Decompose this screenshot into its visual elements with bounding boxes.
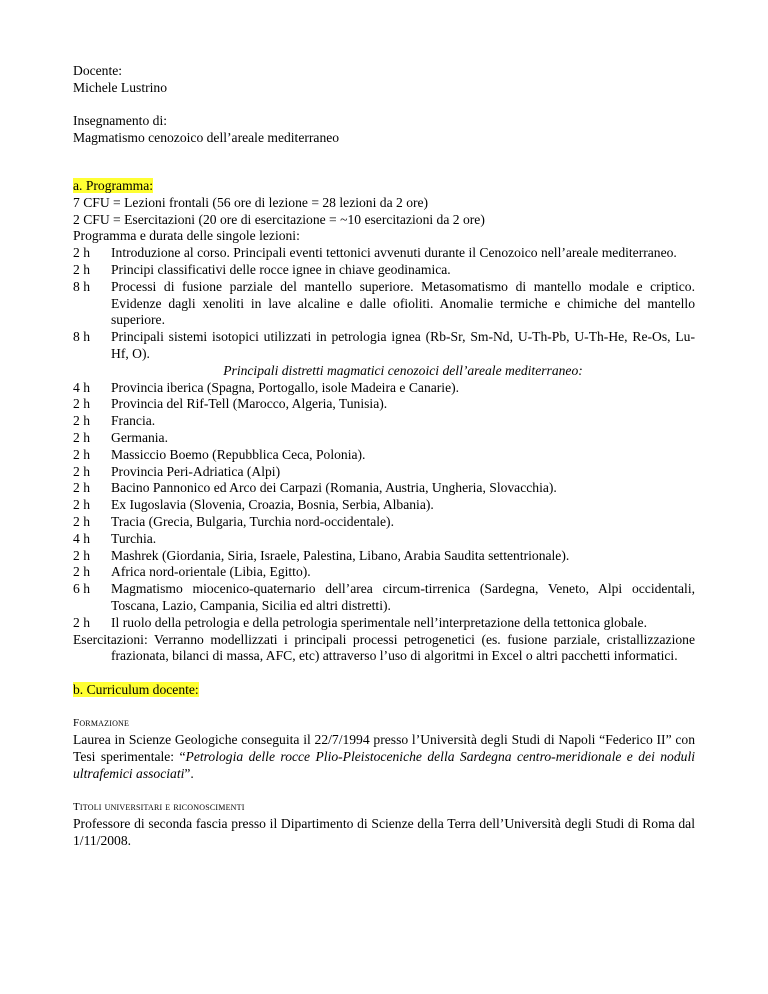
- lesson-hours: 2 h: [73, 261, 90, 277]
- docente-name: Michele Lustrino: [73, 79, 168, 95]
- lesson-text: Mashrek (Giordania, Siria, Israele, Palestina, Libano, Arabia Saudita settentrionale).: [111, 547, 570, 563]
- lesson-hours: 2 h: [73, 547, 90, 563]
- lesson-text: Magmatismo miocenico-quaternario dell’area circum-tirrenica (Sardegna, Veneto, Alpi occidentali, Toscana, Lazio, Campania, Sicilia ed altri distretti).: [111, 581, 695, 613]
- lesson-text: Ex Iugoslavia (Slovenia, Croazia, Bosnia, Serbia, Albania).: [111, 497, 434, 513]
- insegnamento-title: Magmatismo cenozoico dell’areale mediterraneo: [73, 130, 340, 146]
- lesson-row: [73, 396, 695, 413]
- cfu-line: 7 CFU = Lezioni frontali (56 ore di lezione = 28 lezioni da 2 ore): [73, 194, 429, 210]
- lesson-hours: 8 h: [73, 329, 90, 345]
- lesson-hours: 2 h: [73, 429, 90, 445]
- lesson-text: Massiccio Boemo (Repubblica Ceca, Polonia).: [111, 446, 366, 462]
- lesson-hours: 2 h: [73, 614, 90, 630]
- lessons-list: [73, 245, 695, 363]
- cfu-line: 2 CFU = Esercitazioni (20 ore di esercitazione = ~10 esercitazioni da 2 ore): [73, 211, 485, 227]
- cfu-line: Programma e durata delle singole lezioni:: [73, 228, 300, 244]
- lesson-row: [73, 581, 695, 615]
- lesson-row: [73, 464, 695, 481]
- lesson-row: [73, 262, 695, 279]
- lesson-row: [73, 279, 695, 329]
- lesson-hours: 2 h: [73, 513, 90, 529]
- lesson-row: [73, 497, 695, 514]
- lesson-row: [73, 531, 695, 548]
- lesson-row: [73, 564, 695, 581]
- lesson-hours: 8 h: [73, 278, 90, 294]
- lesson-hours: 2 h: [73, 497, 90, 513]
- lesson-row: [73, 329, 695, 363]
- lesson-text: Il ruolo della petrologia e della petrologia sperimentale nell’interpretazione della tettonica globale.: [111, 614, 647, 630]
- lesson-hours: 2 h: [73, 396, 90, 412]
- lesson-row: [73, 245, 695, 262]
- lesson-hours: 2 h: [73, 245, 90, 261]
- lesson-text: Principi classificativi delle rocce ignee in chiave geodinamica.: [111, 261, 451, 277]
- lesson-hours: 2 h: [73, 446, 90, 462]
- titoli-text: Professore di seconda fascia presso il Dipartimento di Scienze della Terra dell’Università degli Studi di Roma dal 1/11/2008.: [73, 816, 695, 849]
- lesson-hours: 2 h: [73, 564, 90, 580]
- lesson-row: [73, 430, 695, 447]
- lesson-text: Provincia Peri-Adriatica (Alpi): [111, 463, 281, 479]
- lesson-hours: 2 h: [73, 413, 90, 429]
- lesson-hours: 4 h: [73, 379, 90, 395]
- lesson-row: [73, 413, 695, 430]
- districts-list: [73, 380, 695, 632]
- lesson-hours: 6 h: [73, 581, 90, 597]
- lesson-text: Bacino Pannonico ed Arco dei Carpazi (Romania, Austria, Ungheria, Slovacchia).: [111, 480, 557, 496]
- lesson-hours: 2 h: [73, 480, 90, 496]
- esercitazioni-text: Esercitazioni: Verranno modellizzati i principali processi petrogenetici (es. fusione parziale, cristallizzazione frazionata, bilanci di massa, AFC, etc) attraverso l’uso di algoritmi in Excel o altri pacchetti informatici.: [73, 631, 695, 664]
- lesson-text: Tracia (Grecia, Bulgaria, Turchia nord-occidentale).: [111, 513, 394, 529]
- lesson-row: [73, 548, 695, 565]
- lesson-text: Turchia.: [111, 530, 157, 546]
- lesson-text: Processi di fusione parziale del mantello superiore. Metasomatismo di mantello modale e criptico. Evidenze dagli xenoliti in lave alcaline e dalle ofioliti. Anomalie termiche e chimiche del mantello superiore.: [111, 278, 695, 328]
- lesson-text: Germania.: [111, 429, 168, 445]
- lesson-text: Introduzione al corso. Principali eventi tettonici avvenuti durante il Cenozoico nell’areale mediterraneo.: [111, 245, 677, 261]
- formazione-heading: Formazione: [73, 717, 130, 730]
- programma-heading: a. Programma:: [73, 177, 154, 193]
- lesson-row: [73, 447, 695, 464]
- insegnamento-label: Insegnamento di:: [73, 113, 168, 129]
- lesson-row: [73, 615, 695, 632]
- titoli-heading: Titoli universitari e riconoscimenti: [73, 801, 245, 814]
- lesson-text: Principali sistemi isotopici utilizzati in petrologia ignea (Rb-Sr, Sm-Nd, U-Th-Pb, U-Th-He, Re-Os, Lu-Hf, O).: [111, 329, 695, 361]
- lesson-row: [73, 514, 695, 531]
- lesson-text: Provincia del Rif-Tell (Marocco, Algeria, Tunisia).: [111, 396, 388, 412]
- curriculum-heading: b. Curriculum docente:: [73, 681, 199, 697]
- lesson-row: [73, 480, 695, 497]
- docente-label: Docente:: [73, 63, 123, 78]
- districts-heading: Principali distretti magmatici cenozoici dell’areale mediterraneo:: [223, 362, 583, 378]
- document-page: [73, 63, 695, 850]
- lesson-text: Francia.: [111, 413, 156, 429]
- lesson-hours: 4 h: [73, 530, 90, 546]
- lesson-text: Provincia iberica (Spagna, Portogallo, isole Madeira e Canarie).: [111, 379, 460, 395]
- lesson-hours: 2 h: [73, 463, 90, 479]
- formazione-text: Laurea in Scienze Geologiche conseguita il 22/7/1994 presso l’Università degli Studi di Napoli “Federico II” con Tesi sperimentale: “Petrologia delle rocce Plio-Pleistoceniche della Sardegna centro-meridionale e dei noduli ultrafemici associati”.: [73, 732, 695, 781]
- lesson-row: [73, 380, 695, 397]
- lesson-text: Africa nord-orientale (Libia, Egitto).: [111, 564, 311, 580]
